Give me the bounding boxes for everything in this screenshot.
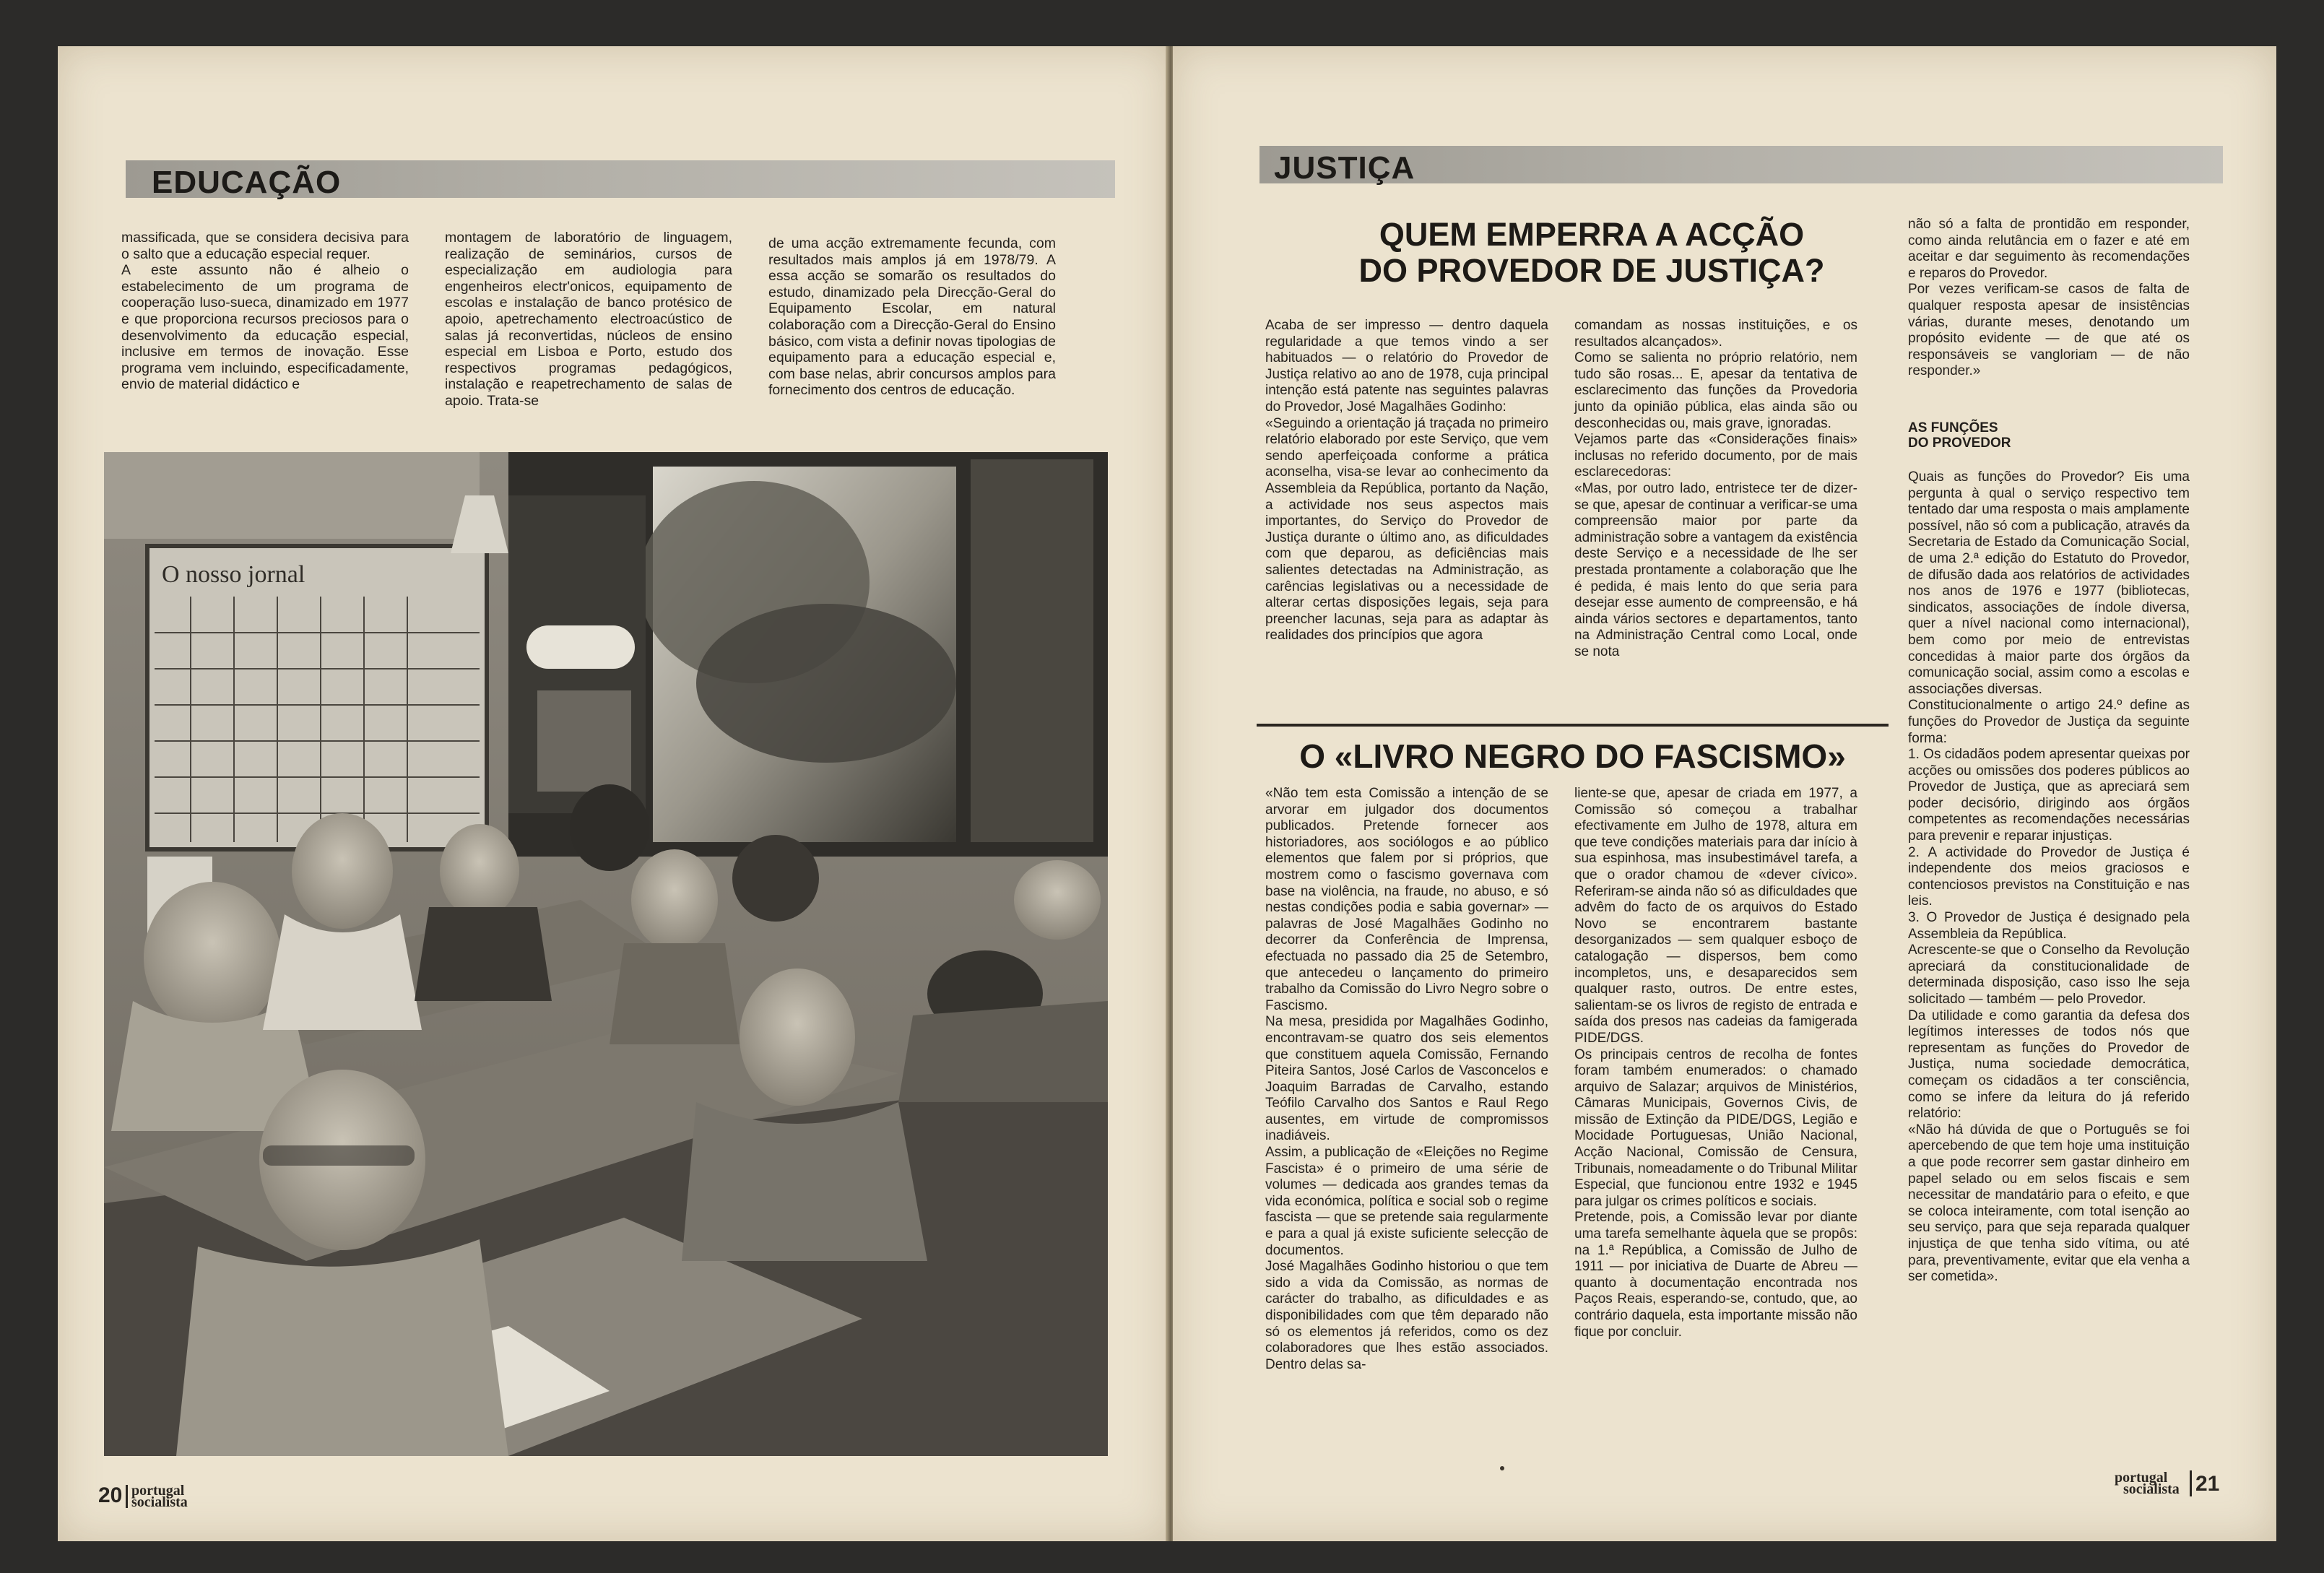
- print-dot: [1500, 1466, 1504, 1470]
- masthead-bottom-left: socialista: [131, 1494, 188, 1510]
- subhead-funcoes: AS FUNÇÕES DO PROVEDOR: [1908, 420, 2011, 451]
- headline-livro-negro: O «LIVRO NEGRO DO FASCISMO»: [1299, 737, 1846, 775]
- masthead-divider-left: [126, 1485, 128, 1508]
- provedor-column-3b: Quais as funções do Provedor? Eis uma pergunta à qual o serviço respectivo tem tentado dar uma resposta o mais amplamente possível, não só com a publicação, através da Secretaria de Estado da Comunicação Social, de uma 2.ª edição do Estatuto do Provedor, de difusão dada aos relatórios de actividades nos anos de 1976 e 1977 (bibliotecas, sindicatos, associações de índole diversa, quer a nível nacional como internacional), bem como por meio de entrevistas concedidas à maior parte dos órgãos da comunicação social, assim como a escolas e associações diversas. Constitucionalmente o artigo 24.º define as funções do Provedor de Justiça da seguinte forma: 1. Os cidadãos podem apresentar queixas por acções ou omissões dos poderes públicos ao Provedor de Justiça, que as apreciará sem poder decisório, dirigindo aos órgãos competentes as recomendações necessárias para prevenir e reparar injustiças. 2. A actividade do Provedor de Justiça é independente dos meios graciosos e contenciosos previstos na Constituição e nas leis. 3. O Provedor de Justiça é designado pela Assembleia da República. Acrescente-se que o Conselho da Revolução apreciará da constitucionalidade de determinada disposição, caso isso lhe seja solicitado — também — pelo Provedor. Da utilidade e como garantia da defesa dos legítimos interesses de todos nós que representam as funções do Provedor de Justiça, numa sociedade democrática, começam os cidadãos a ter consciência, como se infere da leitura do já referido relatório: «Não há dúvida de que o Português se foi apercebendo de que tem hoje uma instituição a que pode recorrer sem gastar dinheiro em papel selado ou em selos fiscais e sem necessitar de mandatário para o efeito, e que se coloca inteiramente, com total isenção ao seu serviço, para que seja reparada qualquer injustiça de que tenha sido vítima, ou até para, preventivamente, evitar que ela venha a ser cometida».: [1908, 469, 2190, 1285]
- article-column-2: montagem de laboratório de linguagem, realização de seminários, cursos de especialização em audiologia para engenheiros electr'onicos, equipamento de escolas e instalação de banco protésico de apoio, apetrechamento electroacústico de salas já reconvertidas, núcleos de ensino especial em Lisboa e Porto, estudo dos respectivos programas pedagógicos, instalação e reapetrechamento de salas de apoio. Trata-se: [445, 230, 732, 409]
- section-bar-educacao: [126, 160, 1115, 198]
- article-divider: [1257, 724, 1889, 727]
- masthead-bottom-right: socialista: [2123, 1481, 2180, 1497]
- provedor-column-2: comandam as nossas instituições, e os resultados alcançados». Como se salienta no próprio relatório, nem tudo são rosas... E, apesar da tentativa de esclarecimento das funções da Provedoria junto da opinião pública, elas ainda são ou desconhecidas ou, mais grave, ignoradas. Vejamos parte das «Considerações finais» inclusas no referido documento, por de mais esclarecedoras: «Mas, por outro lado, entristece ter de dizer-se que, apesar de continuar a verificar-se uma compreensão maior por parte da administração sobre a vantagem da existência deste Serviço e a necessidade de lhe ser prestada prontamente a colaboração que lhe é pedida, é mais lento do que seria para desejar esse aumento de compreensão, e há ainda vários sectores e departamentos, tanto na Administração Central como Local, onde se nota: [1574, 318, 1857, 659]
- right-page: [1173, 46, 2276, 1541]
- masthead-top-right: portugal: [2115, 1470, 2168, 1486]
- page-number-right: 21: [2195, 1472, 2220, 1496]
- livro-negro-column-2: liente-se que, apesar de criada em 1977, a Comissão só começou a trabalhar efectivamente em Julho de 1978, altura em que teve condições materiais para dar início à sua espinhosa, mas insubestimável tarefa, a que o orador chamou de «dever cívico». Referiram-se ainda não só as dificuldades que advêm do facto de os arquivos do Estado Novo se encontrarem bastante desorganizados — sem qualquer esboço de catalogação — dispersos, bem como incompletos, uns, e desaparecidos sem qualquer rasto, outros. De entre estes, salientam-se os livros de registo de entrada e saída dos presos nas cadeias da famigerada PIDE/DGS. Os principais centros de recolha de fontes foram também enumerados: o chamado arquivo de Salazar; arquivos de Ministérios, Câmaras Municipais, Governos Civis, de missão de Extinção da PIDE/DGS, Legião e Mocidade Portuguesas, União Nacional, Acção Nacional, Comissão de Censura, Tribunais, nomeadamente o do Tribunal Militar Especial, que funcionou entre 1932 e 1945 para julgar os crimes políticos e sociais. Pretende, pois, a Comissão levar por diante uma tarefa semelhante àquela que se propôs: na 1.ª República, a Comissão de Julho de 1911 — por iniciativa de Duarte de Abreu — quanto à documentação encontrada nos Paços Reais, esperando-se, contudo, que, ao contrário daquela, esta importante missão não fique por concluir.: [1574, 786, 1857, 1340]
- provedor-column-1: Acaba de ser impresso — dentro daquela regularidade a que temos vindo a ser habituados — o relatório do Provedor de Justiça relativo ao ano de 1978, cuja principal intenção está patente nas seguintes palavras do Provedor, José Magalhães Godinho: «Seguindo a orientação já traçada no primeiro relatório elaborado por este Serviço, que vem sendo aperfeiçoada conforme a prática aconselha, visa-se levar ao conhecimento da Assembleia da República, portanto da Nação, a actividade nos seus aspectos mais importantes, do Serviço do Provedor de Justiça durante o último ano, as dificuldades com que deparou, as deficiências mais salientes detectadas na Administração, as carências legislativas ou a necessidade de alterar certas disposições legais, seja para preencher lacunas, seja para as adaptar às realidades dos princípios que agora: [1265, 318, 1548, 644]
- page-number-left: 20: [98, 1483, 123, 1507]
- headline-provedor: [1296, 217, 1888, 289]
- bulletin-board-title: O nosso jornal: [162, 561, 305, 588]
- livro-negro-column-1: «Não tem esta Comissão a intenção de se arvorar em julgador dos documentos publicados. Pretende fornecer aos historiadores, aos sociólogos e ao público elementos que falem por si próprios, que mostrem como o fascismo governava com base na violência, na fraude, no abuso, e só nestas condições podia e sabia governar» — palavras de José Magalhães Godinho no decorrer da Conferência de Imprensa, efectuada no passado dia 25 de Setembro, que antecedeu o lançamento do primeiro trabalho da Comissão do Livro Negro sobre o Fascismo. Na mesa, presidida por Magalhães Godinho, encontravam-se quatro dos seis elementos que constituem aquela Comissão, Fernando Piteira Santos, José Carlos de Vasconcelos e Joaquim Barradas de Carvalho, estando Teófilo Carvalho dos Santos e Raul Rego ausentes, em virtude de compromissos inadiáveis. Assim, a publicação de «Eleições no Regime Fascista» é o primeiro de uma série de volumes — dedicada aos grandes temas da vida económica, política e social sob o regime fascista — que se pretende saia regularmente e para a qual já existe suficiente selecção de documentos. José Magalhães Godinho historiou o que tem sido a vida da Comissão, as normas de carácter do trabalho, as dificuldades e as disponibilidades com que têm deparado não só os elementos já referidos, como os dez colaboradores que lhes estão associados. Dentro delas sa-: [1265, 786, 1548, 1372]
- provedor-column-3a: não só a falta de prontidão em responder, como ainda relutância em o fazer e até em aceitar e dar seguimento às recomendações e reparos do Provedor. Por vezes verificam-se casos de falta de qualquer resposta apesar de insistências várias, durante meses, denotando um propósito evidente — de que até os responsáveis se vangloriam — de não responder.»: [1908, 217, 2190, 379]
- section-title: JUSTIÇA: [1274, 150, 1415, 186]
- classroom-photo: [104, 452, 1108, 1456]
- masthead-divider-right: [2190, 1470, 2192, 1496]
- section-title: EDUCAÇÃO: [152, 165, 342, 200]
- masthead-top-left: portugal: [131, 1483, 185, 1499]
- article-column-1: massificada, que se considera decisiva para o salto que a educação especial requer. A este assunto não é alheio o estabelecimento de um programa de cooperação luso-sueca, dinamizado em 1977 e que proporciona recursos preciosos para o desenvolvimento da educação especial, inclusive em termos de inovação. Esse programa vem incluindo, especificadamente, envio de material didáctico e: [121, 230, 409, 393]
- headline-provedor-line-2: DO PROVEDOR DE JUSTIÇA?: [1358, 252, 1825, 289]
- headline-provedor-line-1: QUEM EMPERRA A ACÇÃO: [1379, 216, 1805, 253]
- section-bar-justica: [1259, 146, 2223, 186]
- article-column-3: de uma acção extremamente fecunda, com resultados mais amplos já em 1978/79. A essa acção se somarão os resultados do estudo, dinamizado pela Direcção-Geral do Equipamento Escolar, em natural colaboração com a Direcção-Geral do Ensino básico, com vista a definir novas tipologias de equipamento para a educação especial e, com base nelas, abrir concursos amplos para fornecimento dos centros de educação.: [768, 235, 1056, 399]
- left-page: [58, 46, 1170, 1541]
